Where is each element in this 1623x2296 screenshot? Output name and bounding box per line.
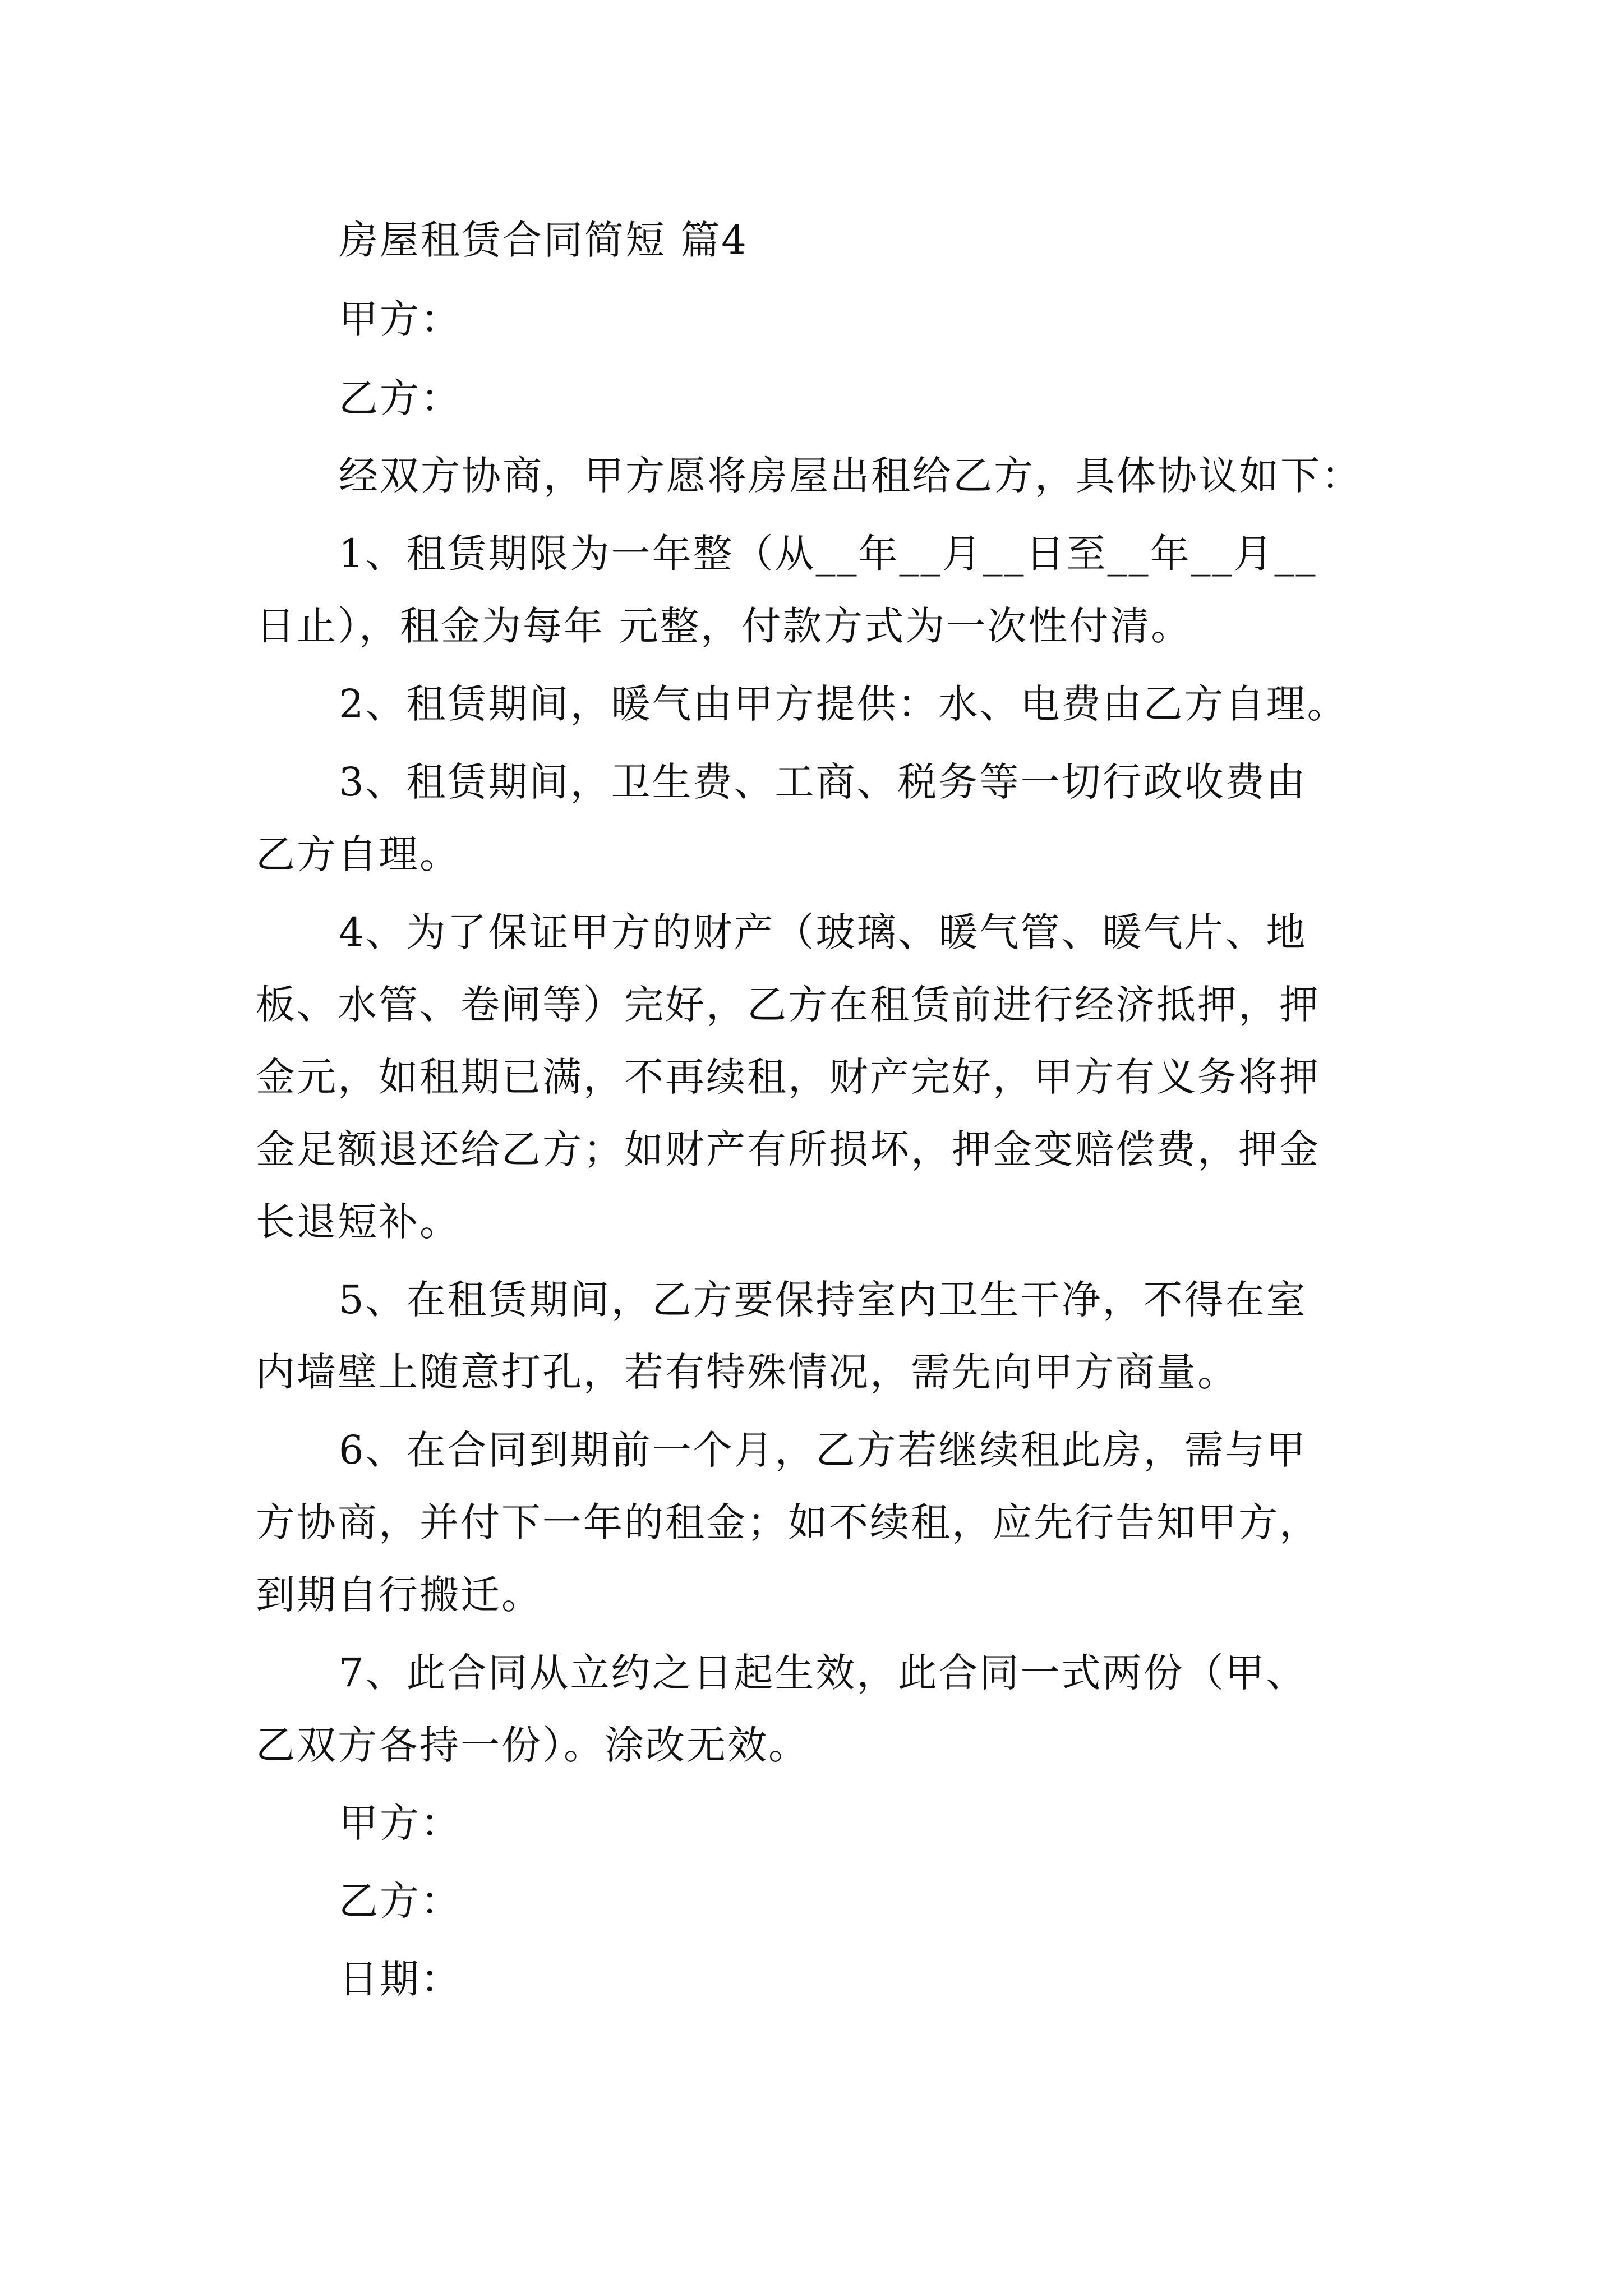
- clause-7-line-1: 7、此合同从立约之日起生效，此合同一式两份（甲、: [339, 1650, 1307, 1696]
- clause-1-line-1: 1、租赁期限为一年整（从__年__月__日至__年__月__: [339, 531, 1317, 577]
- clause-6-line-3: 到期自行搬迁。: [256, 1572, 542, 1618]
- clause-3-line-1: 3、租赁期间，卫生费、工商、税务等一切行政收费由: [339, 759, 1307, 805]
- clause-7-line-2: 乙双方各持一份）。涂改无效。: [256, 1722, 809, 1768]
- signature-party-a: 甲方：: [339, 1800, 462, 1846]
- intro-text: 经双方协商，甲方愿将房屋出租给乙方，具体协议如下：: [339, 453, 1362, 499]
- clause-5-line-2: 内墙壁上随意打孔，若有特殊情况，需先向甲方商量。: [256, 1349, 1238, 1395]
- clause-2-line-1: 2、租赁期间，暖气由甲方提供：水、电费由乙方自理。: [339, 681, 1348, 727]
- clause-6-line-2: 方协商，并付下一年的租金；如不续租，应先行告知甲方，: [256, 1499, 1320, 1545]
- clause-4-line-3: 金元，如租期已满，不再续租，财产完好，甲方有义务将押: [256, 1054, 1320, 1100]
- party-a-label: 甲方：: [339, 296, 462, 342]
- page-title: 房屋租赁合同简短 篇4: [339, 217, 748, 263]
- clause-3-line-2: 乙方自理。: [256, 831, 460, 877]
- clause-5-line-1: 5、在租赁期间，乙方要保持室内卫生干净，不得在室: [339, 1277, 1307, 1323]
- clause-4-line-1: 4、为了保证甲方的财产（玻璃、暖气管、暖气片、地: [339, 909, 1307, 955]
- clause-6-line-1: 6、在合同到期前一个月，乙方若继续租此房，需与甲: [339, 1427, 1307, 1473]
- clause-4-line-5: 长退短补。: [256, 1199, 460, 1245]
- party-b-label: 乙方：: [339, 375, 462, 421]
- clause-4-line-2: 板、水管、卷闸等）完好，乙方在租赁前进行经济抵押，押: [256, 982, 1320, 1028]
- signature-date: 日期：: [339, 1956, 462, 2002]
- clause-4-line-4: 金足额退还给乙方；如财产有所损坏，押金变赔偿费，押金: [256, 1126, 1320, 1172]
- signature-party-b: 乙方：: [339, 1878, 462, 1924]
- clause-1-line-2: 日止），租金为每年 元整，付款方式为一次性付清。: [256, 603, 1192, 649]
